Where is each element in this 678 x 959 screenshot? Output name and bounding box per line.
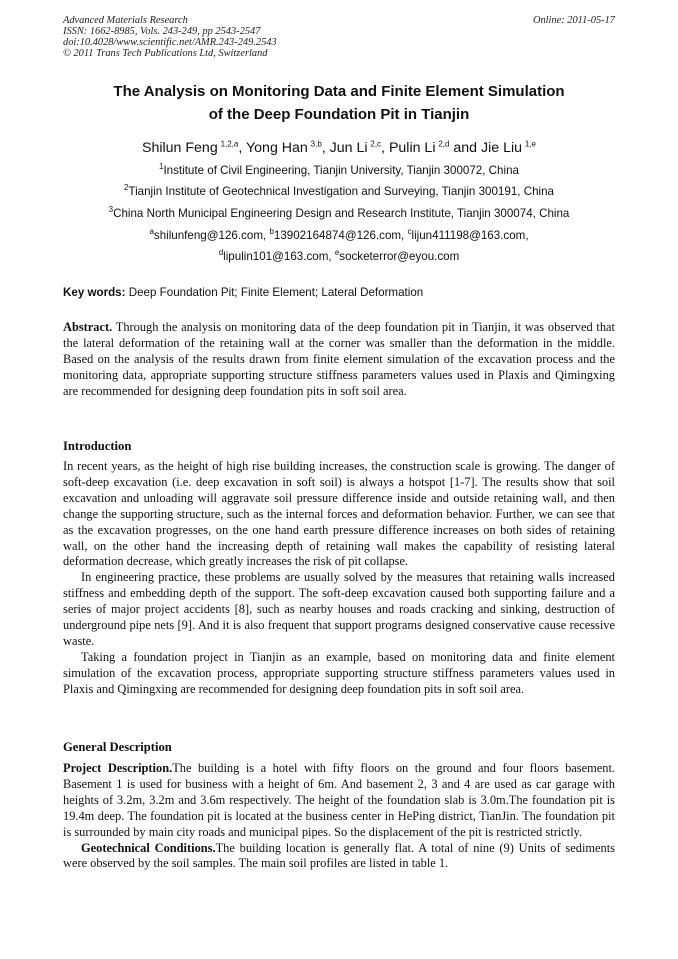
author-affiliation-mark: 1,e [524, 139, 536, 149]
author-name: Yong Han [246, 140, 308, 156]
email-b[interactable]: 13902164874@126.com, [273, 229, 408, 242]
project-description-text: The building is a hotel with fifty floors on the ground and four floors basement. Basement 1 is used for business with a height of 6m. And basement 2, 3 and 4 are used as car garage with heights of 3.2m, 3.2m and 3.6m respectively. The height of the foundation slab is 3.0m.The foundation pit is 19.4m deep. The foundation pit is located at the business center in HePing district, TianJin. The foundation pit is surrounded by main city roads and municipal pipes. So the displacement of the pit is restricted strictly. [63, 761, 615, 839]
keywords [63, 286, 615, 300]
general-description-body [63, 761, 615, 872]
introduction-heading: Introduction [63, 439, 132, 453]
author-name: Jie Liu [481, 140, 523, 156]
affiliation-text: China North Municipal Engineering Design and Research Institute, Tianjin 300074, China [113, 207, 570, 220]
author-affiliation-mark: 2,c [370, 139, 382, 149]
affiliation-mark: 2 [123, 183, 129, 193]
title-line-2: of the Deep Foundation Pit in Tianjin [208, 106, 470, 123]
author-affiliation-mark: 3,b [310, 139, 322, 149]
affiliation-text: Institute of Civil Engineering, Tianjin University, Tianjin 300072, China [163, 164, 519, 177]
email-e[interactable]: socketerror@eyou.com [339, 250, 460, 263]
project-description-paragraph [63, 761, 615, 841]
journal-name: Advanced Materials Research [63, 15, 188, 26]
author-separator: , [238, 140, 246, 156]
copyright-line: © 2011 Trans Tech Publications Ltd, Switzerland [63, 48, 268, 59]
author-separator: , [381, 140, 389, 156]
author-separator: , [321, 140, 330, 156]
title-line-1: The Analysis on Monitoring Data and Finite Element Simulation [113, 83, 565, 100]
introduction-body [63, 459, 615, 698]
affiliation-mark: 3 [108, 205, 114, 215]
email-line-1: $^a$shilunfeng@126.com, $^b$13902164874@126.com, $^c$lijun411198@163.com, [149, 227, 529, 242]
general-description-heading: General Description [63, 740, 172, 754]
paper-title [40, 80, 638, 126]
author-name: Jun Li [329, 140, 368, 156]
doi-line: doi:10.4028/www.scientific.net/AMR.243-249.2543 [63, 37, 277, 48]
geotechnical-conditions-paragraph [63, 841, 615, 873]
email-a[interactable]: shilunfeng@126.com, [153, 229, 270, 242]
author-affiliation-mark: 2,d [438, 139, 450, 149]
affiliation-2 [40, 185, 638, 199]
author-affiliation-mark: 1,2,a [220, 139, 239, 149]
keywords-label: Key words: [63, 286, 126, 299]
issn-line: ISSN: 1662-8985, Vols. 243-249, pp 2543-2547 [63, 26, 261, 37]
author-name: Shilun Feng [142, 140, 218, 156]
author-list [40, 139, 638, 157]
author-name: Pulin Li [388, 140, 436, 156]
email-line-2: $^d$lipulin101@163.com, $^e$socketerror@eyou.com [218, 248, 460, 263]
email-c[interactable]: lijun411198@163.com, [411, 229, 529, 242]
project-description-label: Project Description. [63, 761, 173, 775]
affiliation-3 [40, 207, 638, 221]
abstract-text: Through the analysis on monitoring data of the deep foundation pit in Tianjin, it was observed that the lateral deformation of the retaining wall at the corner was smaller than the deformation in the middle. Based on the analysis of the results drawn from finite element simulation of the excavation process and the monitoring data, appropriate supporting structure stiffness parameters values used in Plaxis and Qimingxing are recommended for designing deep foundation pits in soft soil area. [63, 320, 615, 398]
affiliation-1 [40, 164, 638, 178]
intro-paragraph-1: In recent years, as the height of high rise building increases, the construction scale is growing. The danger of soft-deep excavation (i.e. deep excavation in soft soil) is always a hotspot [1-7]. The results show that soil excavation and unloading will aggravate soil pressure difference inside and outside retaining wall, and then change the supporting structure, such as the internal forces and deformation behavior. Further, we can see that as the excavation progresses, on the one hand earth pressure difference increases on both sides of retaining wall, on the other hand the increasing depth of retaining wall makes the capability of resisting lateral deformation decrease, which greatly increases the risk of pit collapse. [63, 459, 615, 569]
keywords-text: Deep Foundation Pit; Finite Element; Lateral Deformation [125, 286, 424, 299]
email-d[interactable]: lipulin101@163.com, [223, 250, 335, 263]
author-and: and [449, 140, 482, 156]
affiliation-mark: 1 [159, 162, 164, 172]
affiliation-text: Tianjin Institute of Geotechnical Investigation and Surveying, Tianjin 300191, China [128, 185, 555, 198]
geotechnical-conditions-text: The building location is generally flat. A total of nine (9) Units of sediments were observed by the soil samples. The main soil profiles are listed in table 1. [63, 840, 615, 871]
online-date: Online: 2011-05-17 [532, 15, 615, 26]
intro-paragraph-2: In engineering practice, these problems are usually solved by the measures that retaining walls increased stiffness and embedding depth of the support. The soft-deep excavation caused both supporting failure and a series of major project accidents [8], such as nearby houses and roads cracking and sinking, destruction of underground pipe nets [9]. And it is also frequent that support programs designed conservative cause recessive waste. [63, 570, 615, 648]
abstract-label: Abstract. [63, 320, 113, 334]
journal-header [63, 15, 277, 59]
intro-paragraph-3: Taking a foundation project in Tianjin as an example, based on monitoring data and finite element simulation of the excavation process, appropriate supporting structure stiffness parameters values used in Plaxis and Qimingxing are recommended for designing deep foundation pits in soft soil area. [63, 649, 615, 696]
geotechnical-conditions-label: Geotechnical Conditions. [81, 840, 216, 855]
abstract [63, 320, 615, 400]
